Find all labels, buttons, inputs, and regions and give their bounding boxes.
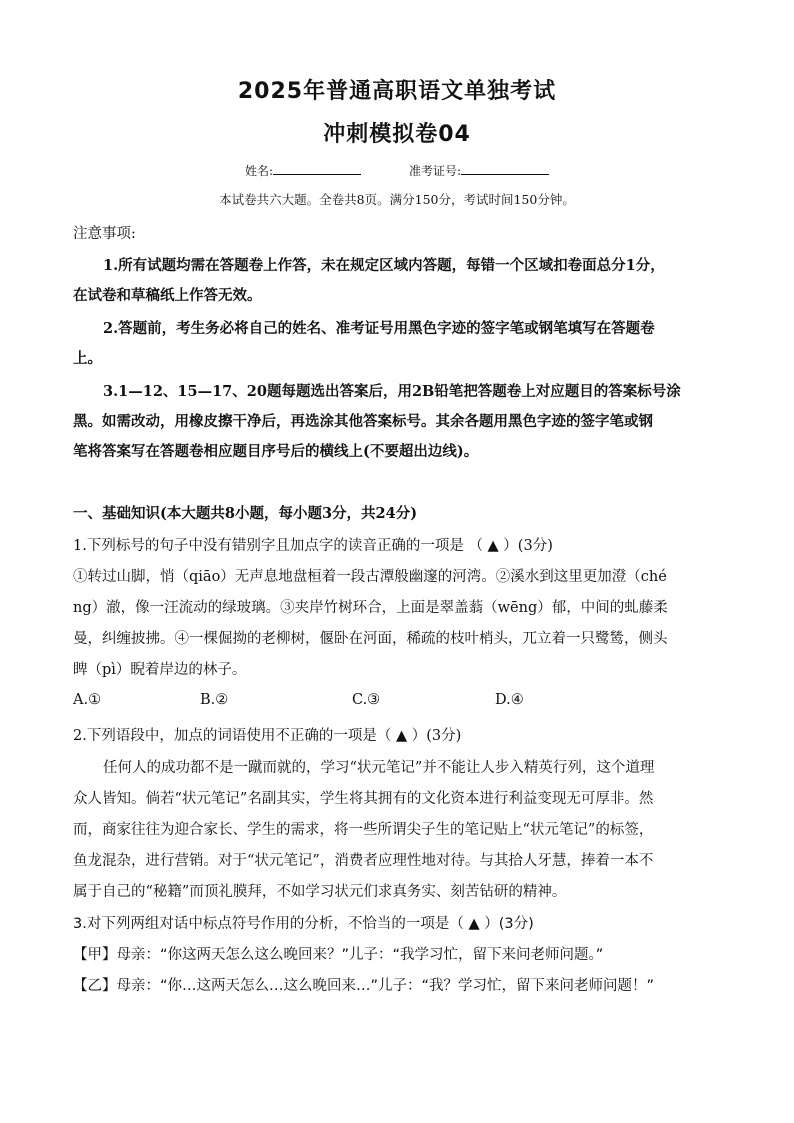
notice-heading: 注意事项:	[73, 226, 136, 242]
exam-intro: 本试卷共六大题。全卷共8页。满分150分，考试时间150分钟。	[219, 192, 575, 207]
question-2-passage-line-3: 而，商家往往为迎合家长、学生的需求，将一些所谓尖子生的笔记贴上“状元笔记”的标签，	[73, 822, 654, 838]
question-1-passage-line-3: 曼，纠缠披拂。④一棵倔拗的老柳树，偃卧在河面，稀疏的枝叶梢头，兀立着一只鹭鸶，侧头	[73, 631, 668, 647]
name-label: 姓名:	[244, 164, 273, 178]
notice-item-2-line-1: 2.答题前，考生务必将自己的姓名、准考证号用黑色字迹的签字笔或钢笔填写在答题卷	[103, 320, 655, 337]
notice-item-3-line-2: 黑。如需改动，用橡皮擦干净后，再选涂其他答案标号。其余各题用黑色字迹的签字笔或钢	[73, 413, 653, 430]
exam-subtitle: 冲刺模拟卷04	[323, 122, 471, 147]
exam-number-label: 准考证号:	[409, 164, 462, 178]
notice-item-3-line-3: 笔将答案写在答题卷相应题目序号后的横线上(不要超出边线)。	[73, 443, 479, 460]
question-1-passage-line-1: ①转过山脚，悄（qiāo）无声息地盘桓着一段古潭般幽邃的河湾。②溪水到这里更加澄（ché	[73, 569, 667, 585]
question-2-stem: 2.下列语段中，加点的词语使用不正确的一项是（ ▲ ）(3分)	[73, 728, 462, 744]
notice-item-1-line-1: 1.所有试题均需在答题卷上作答，未在规定区域内答题，每错一个区域扣卷面总分1分，	[103, 257, 665, 274]
candidate-info-row	[0, 162, 794, 179]
question-1-passage-line-4: 睥（pì）睨着岸边的林子。	[73, 662, 247, 678]
question-1-option-c: C.③	[352, 692, 381, 708]
question-1-stem: 1.下列标号的句子中没有错别字且加点字的读音正确的一项是 （ ▲ ）(3分)	[73, 538, 553, 554]
question-1-option-d: D.④	[495, 692, 524, 708]
exam-title: 2025年普通高职语文单独考试	[237, 79, 557, 104]
notice-item-1-line-2: 在试卷和草稿纸上作答无效。	[73, 287, 262, 304]
name-blank	[273, 163, 361, 175]
notice-item-2-line-2: 上。	[73, 350, 102, 367]
question-2-passage-line-4: 鱼龙混杂，进行营销。对于“状元笔记”，消费者应理性地对待。与其拾人牙慧，捧着一本不	[73, 853, 654, 869]
question-1-passage-line-2: ng）澈，像一汪流动的绿玻璃。③夹岸竹树环合，上面是翠盖蓊（wēng）郁，中间的虬藤柔	[73, 600, 668, 616]
exam-number-blank	[461, 163, 549, 175]
question-2-passage-line-2: 众人皆知。倘若“状元笔记”名副其实，学生将其拥有的文化资本进行利益变现无可厚非。然	[73, 791, 654, 807]
question-2-passage-line-1: 任何人的成功都不是一蹴而就的，学习“状元笔记”并不能让人步入精英行列，这个道理	[103, 760, 655, 776]
notice-item-3-line-1: 3.1—12、15—17、20题每题选出答案后，用2B铅笔把答题卷上对应题目的答案标号涂	[103, 383, 681, 400]
question-3-stem: 3.对下列两组对话中标点符号作用的分析，不恰当的一项是（ ▲ ）(3分)	[73, 916, 534, 932]
question-3-dialogue-b: 【乙】母亲：“你…这两天怎么…这么晚回来…”儿子：“我？学习忙，留下来问老师问题！”	[73, 978, 655, 994]
section-1-heading: 一、基础知识(本大题共8小题，每小题3分，共24分)	[73, 505, 418, 522]
question-2-passage-line-5: 属于自己的“秘籍”而顶礼膜拜，不如学习状元们求真务实、刻苦钻研的精神。	[73, 884, 567, 900]
question-1-option-a: A.①	[73, 692, 102, 708]
question-3-dialogue-a: 【甲】母亲：“你这两天怎么这么晚回来？”儿子：“我学习忙，留下来问老师问题。”	[73, 947, 604, 963]
question-1-option-b: B.②	[200, 692, 229, 708]
